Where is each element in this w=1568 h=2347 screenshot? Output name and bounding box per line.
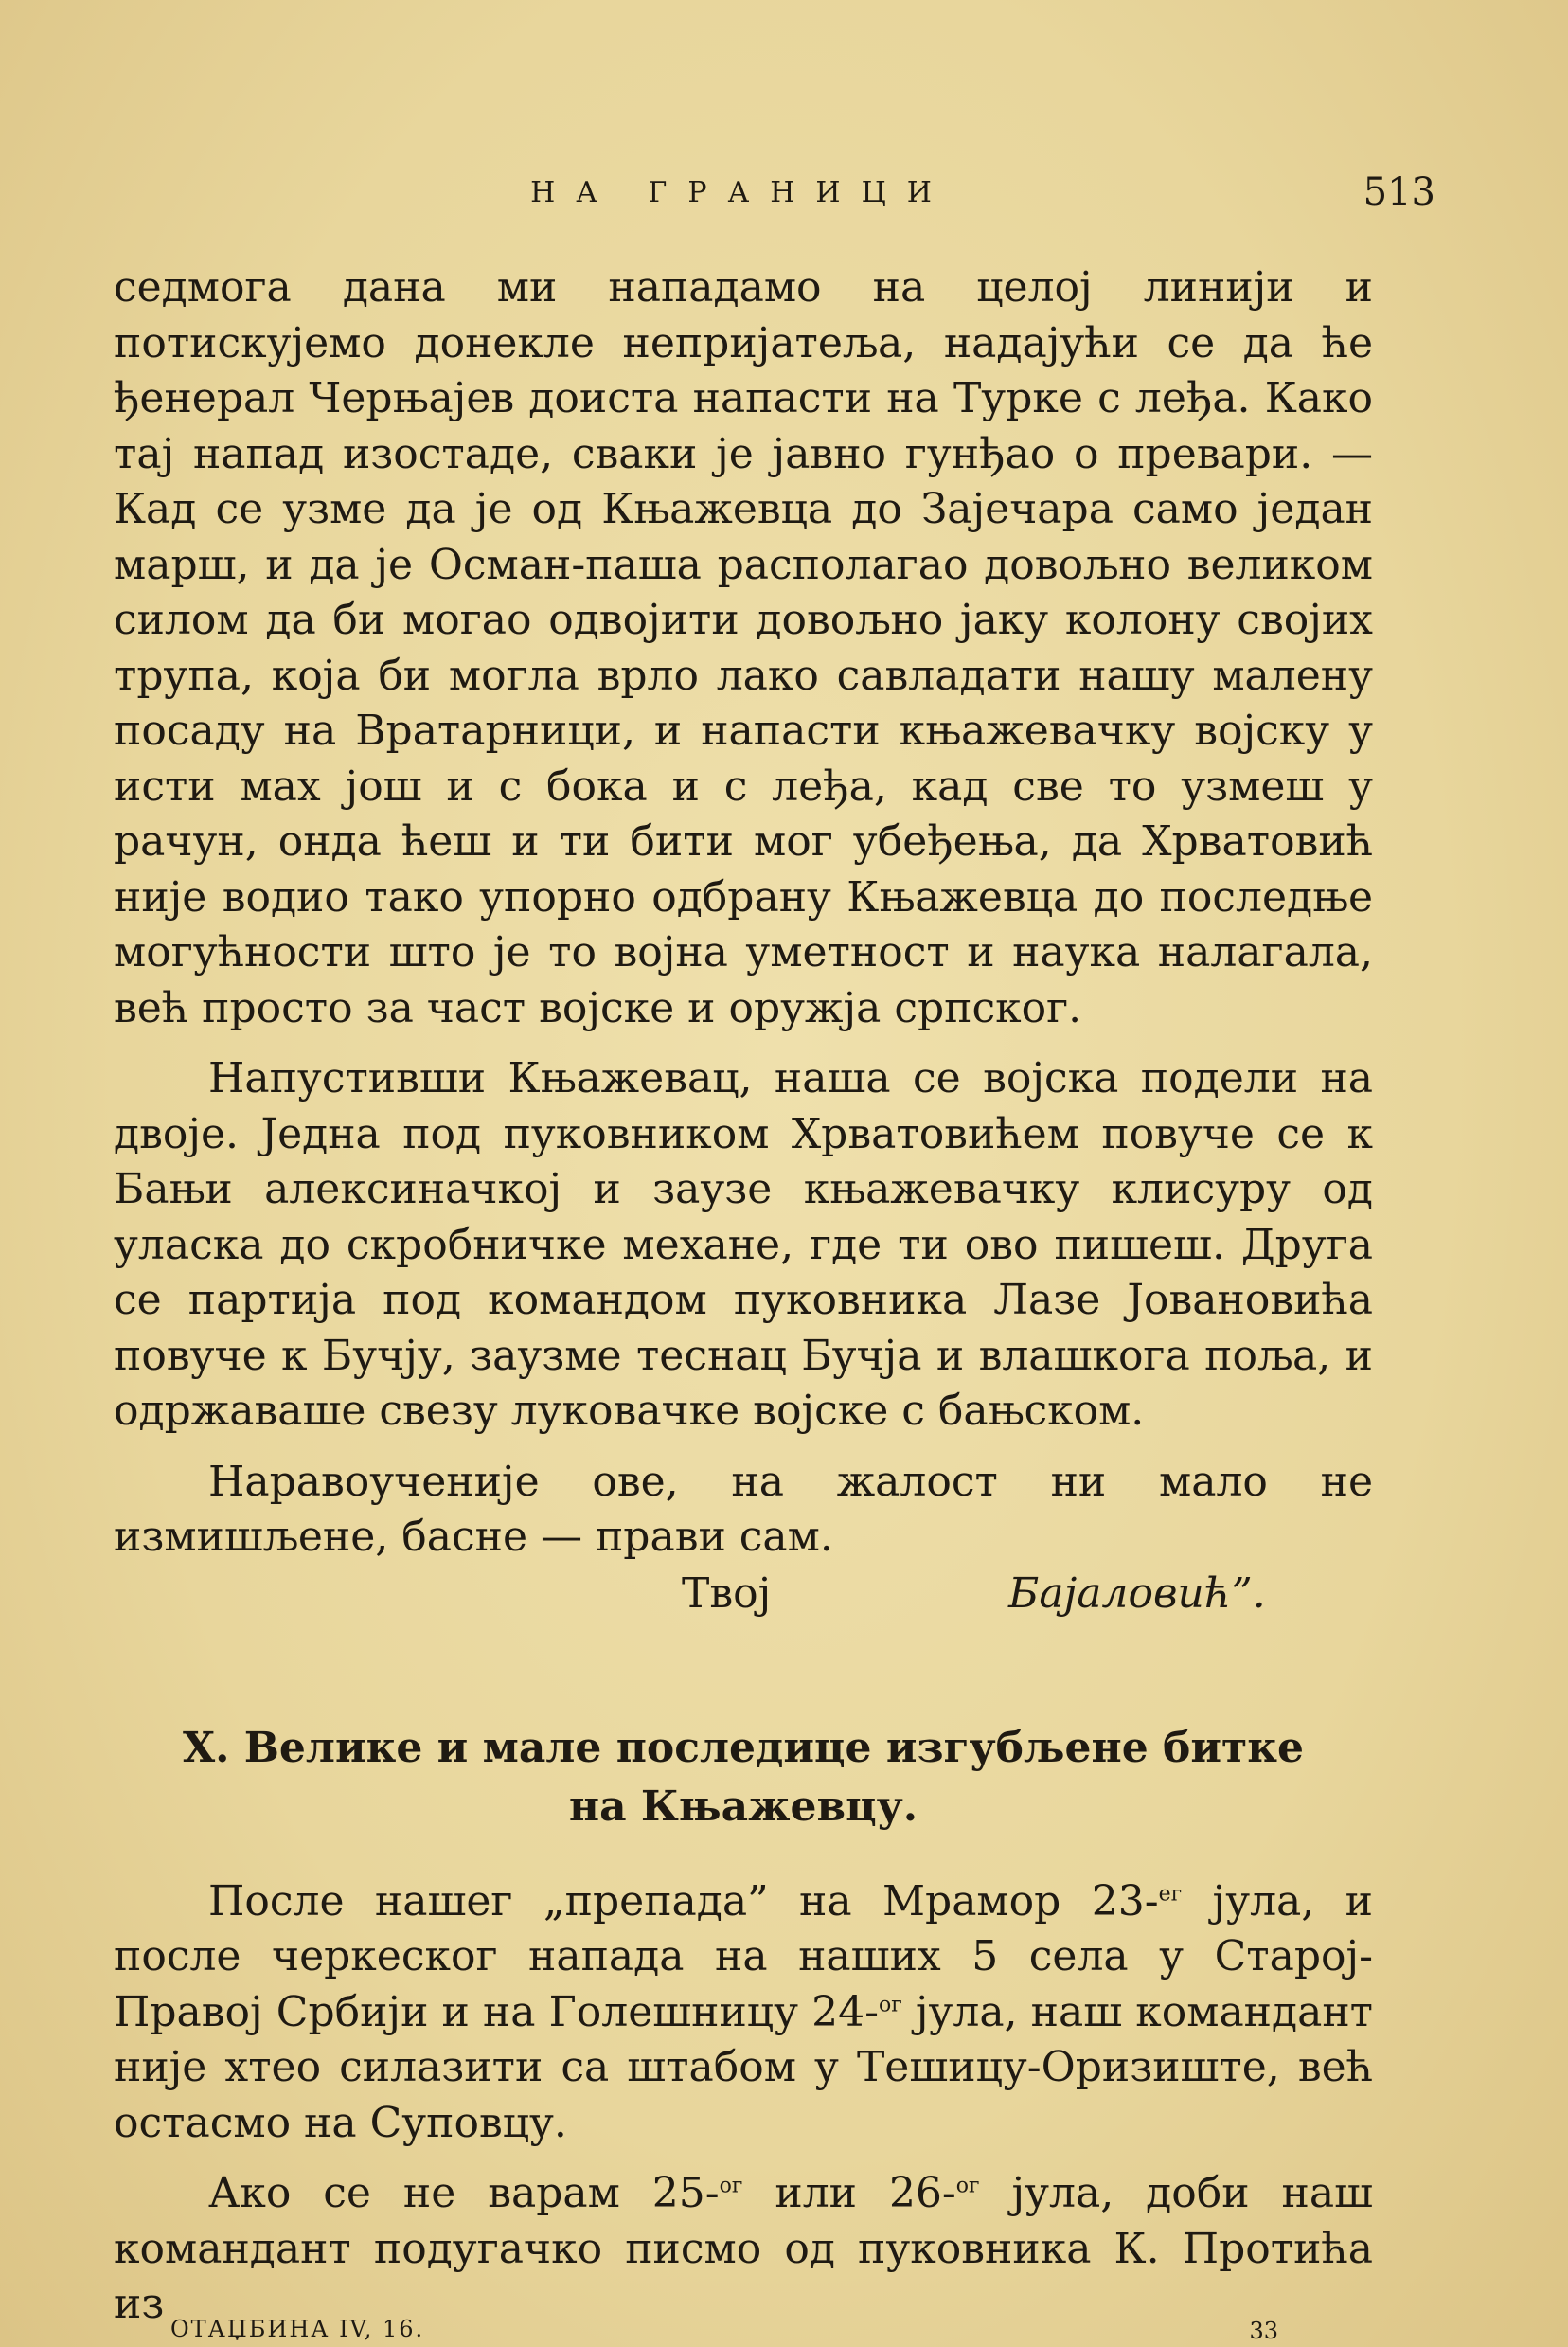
chapter-heading-line-2: на Књажевцу. <box>568 1782 918 1831</box>
text-run: Ако се не варам 25- <box>208 2169 720 2217</box>
paragraph-1: седмога дана ми нападамо на целој линији и потискујемо донекле непријатеља, надајући се да ће ђенерал Черњајев доиста напасти на Турке с леђа. Како тај напад изостаде, сваки је јавно гунђао о превари. — Кад се узме да је од Књажевца до Зајечара само један марш, и да је Осман-паша располагао довољно великом силом да би могао одвојити довољно јаку колону својих трупа, која би могла врло лако савладати нашу малену посаду на Вратарници, и напасти књажевачку војску у исти мах још и с бока и с леђа, кад све то узмеш у рачун, онда ћеш и ти бити мог убеђења, да Хрватовић није водио тако упорно одбрану Књажевца до последње могућности што је то војна уметност и наука налагала, већ просто за част војске и оружја српског. <box>114 263 1373 1032</box>
text-run: јула, доби наш командант подугачко писмо од пуковника К. Протића из <box>114 2169 1373 2328</box>
letter-signature <box>114 1569 1373 1628</box>
signature-name: Бајаловић”. <box>1008 1568 1266 1618</box>
chapter-heading-line-1: X. Велике и мале последице изгубљене битке <box>182 1723 1305 1772</box>
superscript: ог <box>878 1992 902 2016</box>
text-run: јула, наш командант није хтео силазити са штабом у Тешицу-Оризиште, већ остасмо на Суповцу. <box>114 1987 1373 2147</box>
page-header <box>114 170 1435 218</box>
text-run: После нашег „препада” на Мрамор 23- <box>208 1876 1159 1926</box>
paragraph-2: Напустивши Књажевац, наша се војска подели на двоје. Једна под пуковником Хрватовићем повуче се к Бањи алексиначкој и заузе књажевачку клисуру од уласка до скробничке механе, где ти ово пишеш. Друга се партија под командом пуковника Лазе Јовановића повуче к Бучју, заузме теснац Бучја и влашкога поља, и одржаваше свезу луковачке војске с бањском. <box>114 1054 1373 1435</box>
printer-signature-mark: ОТАЏБИНА IV, 16. <box>170 2316 425 2342</box>
chapter-paragraph-2 <box>114 2166 1373 2333</box>
sheet-number: 33 <box>1249 2318 1278 2344</box>
page-footer <box>170 2316 1278 2344</box>
chapter-paragraph-1 <box>114 1874 1373 2152</box>
superscript: ег <box>1158 1881 1183 1906</box>
page-number: 513 <box>1363 170 1435 214</box>
signature-closing: Твој <box>682 1568 772 1618</box>
text-run: јула, и после черкеског напада на наших 5 села у Старој-Правој Србији и на Голешницу 24- <box>114 1876 1374 2036</box>
superscript: ог <box>955 2174 980 2198</box>
page-body <box>114 260 1373 2333</box>
text-run: или 26- <box>742 2169 956 2217</box>
paragraph-3: Наравоученије ове, на жалост ни мало не измишљене, басне — прави сам. <box>114 1457 1373 1561</box>
superscript: ог <box>719 2174 743 2198</box>
chapter-heading <box>114 1719 1373 1836</box>
running-head: НА ГРАНИЦИ <box>530 176 953 209</box>
